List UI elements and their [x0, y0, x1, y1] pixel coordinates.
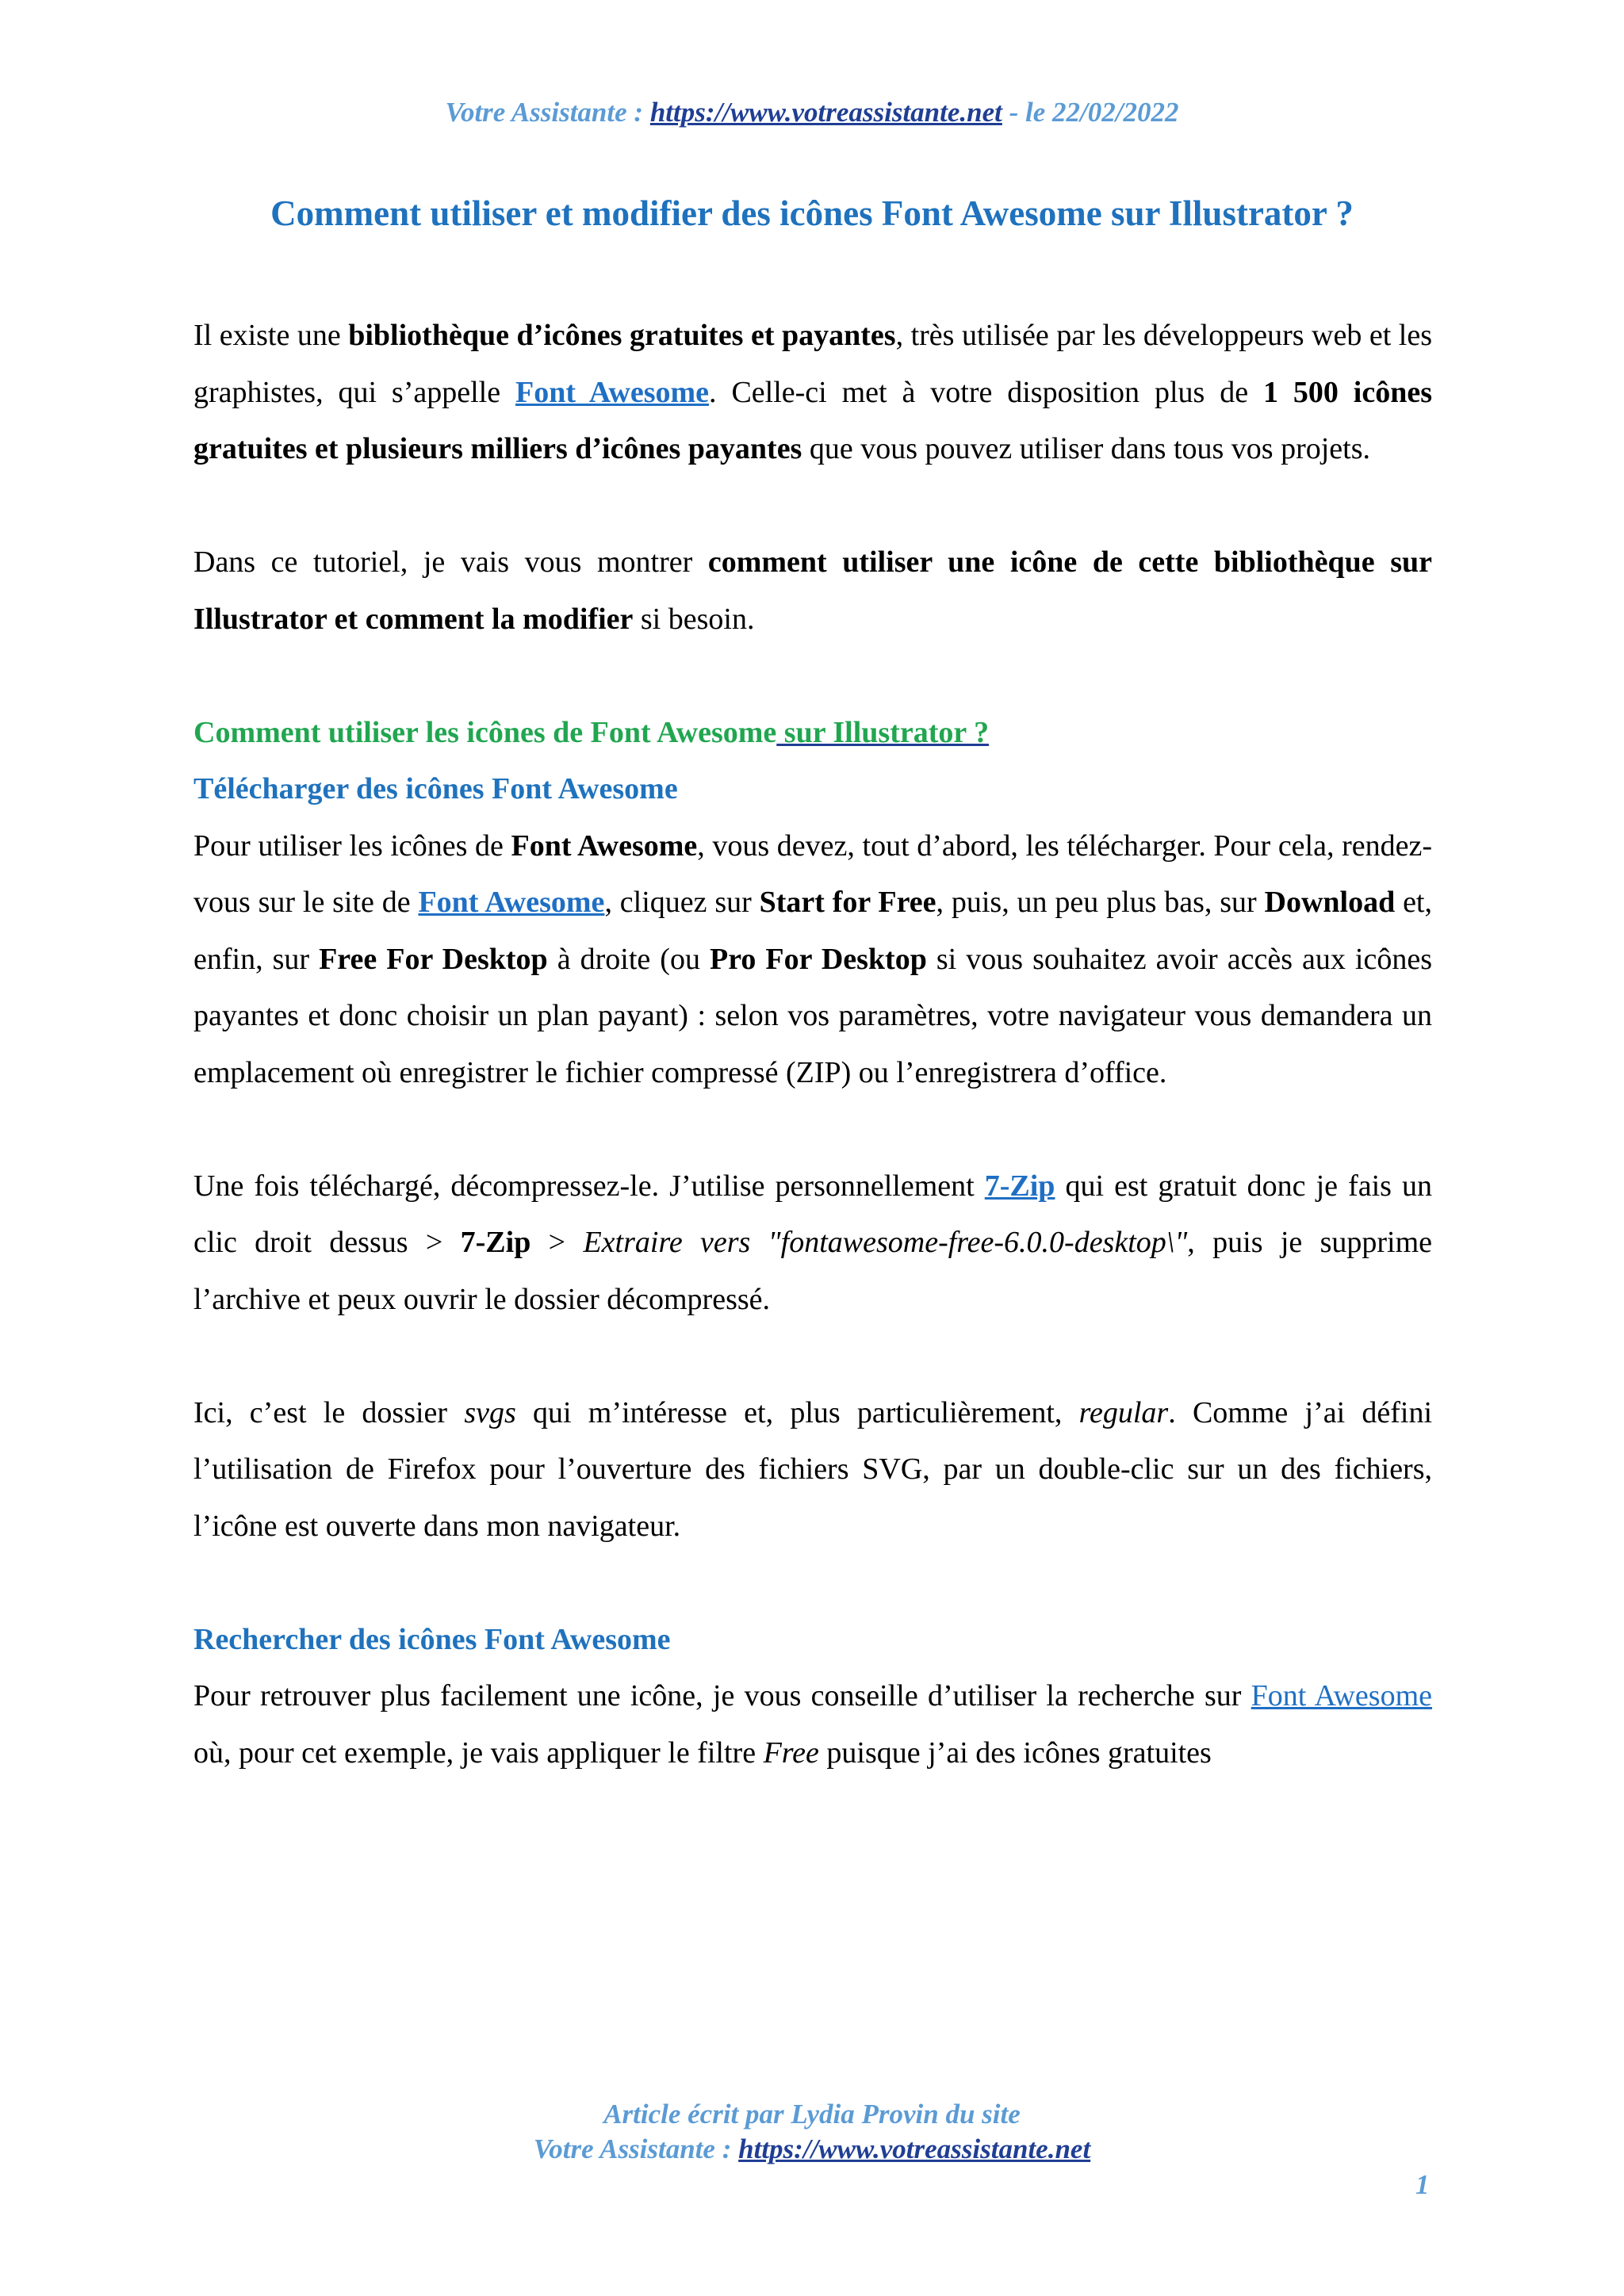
download-paragraph: Pour utiliser les icônes de Font Awesome, vous devez, tout d’abord, les télécharger. Pour cela, rendez-vous sur le site de Font Awesome, cliquez sur Start for Free, puis, un peu plus bas, sur Download et, enfin, sur Free For Desktop à droite (ou Pro For Desktop si vous souhaitez avoir accès aux icônes payantes et donc choisir un plan payant) : selon vos paramètres, votre navigateur vous demandera un emplacement où enregistrer le fichier compressé (ZIP) ou l’enregistrera d’office.	[193, 828, 1432, 1089]
font-awesome-site-link[interactable]: Font Awesome	[418, 886, 605, 919]
7zip-link[interactable]: 7-Zip	[984, 1169, 1055, 1203]
section-heading: Comment utiliser les icônes de Font Awesome sur Illustrator ?	[193, 715, 990, 749]
intro-paragraph: Il existe une bibliothèque d’icônes gratuites et payantes, très utilisée par les développeurs web et les graphistes, qui s’appelle Font Awesome. Celle-ci met à votre disposition plus de 1 500 icônes gratuites et plusieurs milliers d’icônes payantes que vous pouvez utiliser dans tous vos projets.	[193, 319, 1432, 465]
folder-paragraph: Ici, c’est le dossier svgs qui m’intéresse et, plus particulièrement, regular. Comme j’ai défini l’utilisation de Firefox pour l’ouverture des fichiers SVG, par un double-clic sur un des fichiers, l’icône est ouverte dans mon navigateur.	[193, 1395, 1433, 1543]
header-link[interactable]: https://www.votreassistante.net	[649, 97, 1002, 128]
search-paragraph: Pour retrouver plus facilement une icône, je vous conseille d’utiliser la recherche sur Font Awesome où, pour cet exemple, je vais appliquer le filtre Free puisque j’ai des icônes gratuites	[193, 1679, 1432, 1770]
page-number: 1	[1415, 2169, 1430, 2200]
footer-site: Votre Assistante : https://www.votreassistante.net	[533, 2133, 1091, 2164]
unzip-paragraph: Une fois téléchargé, décompressez-le. J’utilise personnellement 7-Zip qui est gratuit donc je fais un clic droit dessus > 7-Zip > Extraire vers "fontawesome-free-6.0.0-desktop\", puis je supprime l’archive et peux ouvrir le dossier décompressé.	[193, 1169, 1433, 1316]
tutorial-paragraph: Dans ce tutoriel, je vais vous montrer comment utiliser une icône de cette bibliothèque sur Illustrator et comment la modifier si besoin.	[193, 545, 1432, 636]
footer-link[interactable]: https://www.votreassistante.net	[738, 2133, 1091, 2164]
page-header	[0, 97, 1624, 128]
header-prefix: Votre Assistante :	[445, 97, 650, 128]
header-date: - le 22/02/2022	[1002, 97, 1179, 128]
font-awesome-search-link[interactable]: Font Awesome	[1251, 1679, 1432, 1712]
page-footer	[0, 2097, 1624, 2167]
font-awesome-link[interactable]: Font Awesome	[515, 375, 710, 409]
subsection-heading-download: Télécharger des icônes Font Awesome	[193, 772, 678, 806]
subsection-heading-search: Rechercher des icônes Font Awesome	[193, 1622, 671, 1656]
document-body	[193, 308, 1432, 1781]
footer-author: Article écrit par Lydia Provin du site	[603, 2099, 1021, 2130]
document-title: Comment utiliser et modifier des icônes Font Awesome sur Illustrator ?	[270, 193, 1354, 233]
